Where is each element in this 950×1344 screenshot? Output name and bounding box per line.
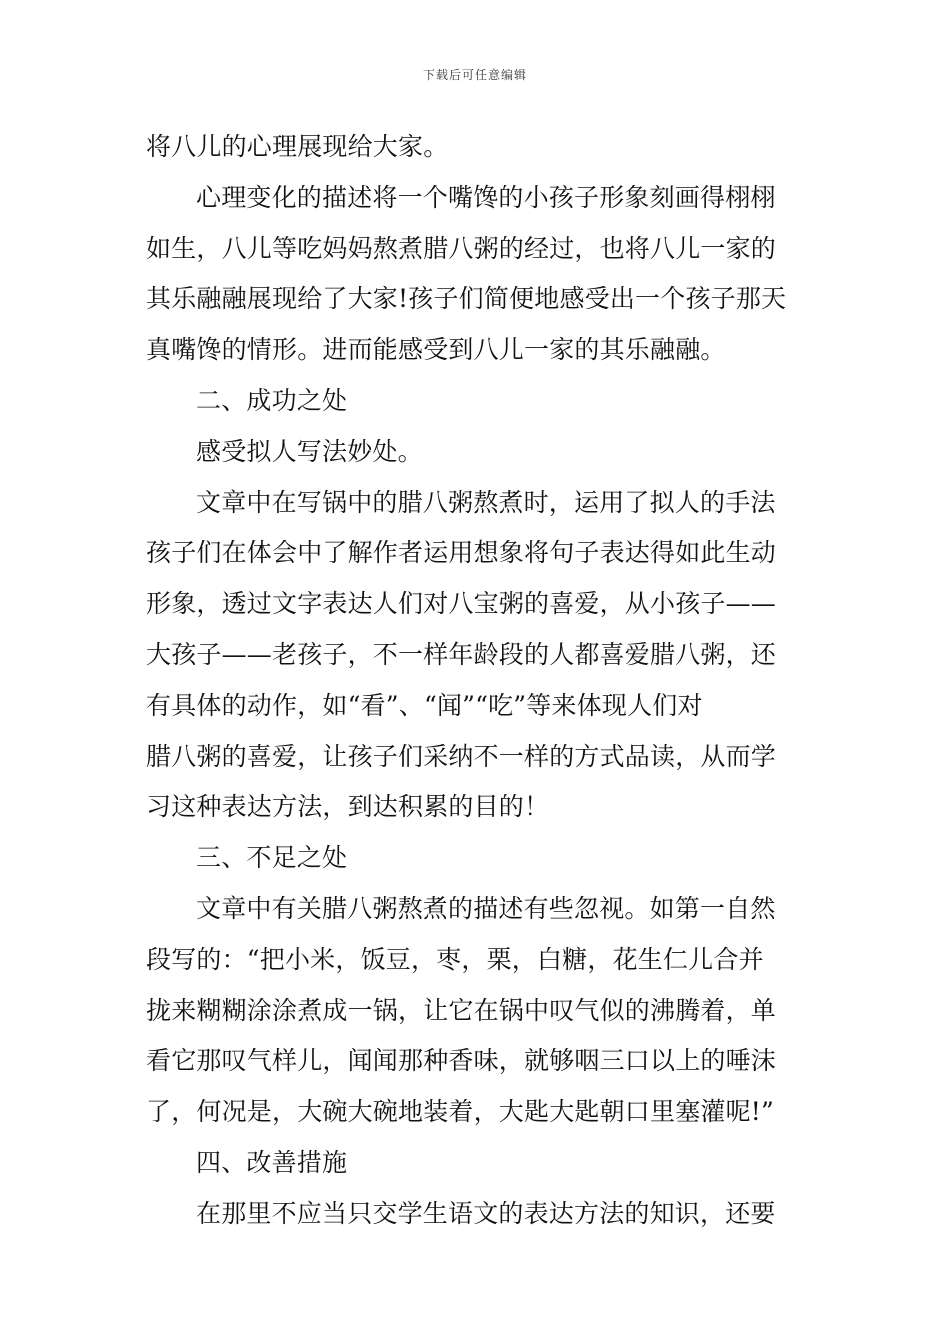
text-line: 孩子们在体会中了解作者运用想象将句子表达得如此生动 [146, 538, 777, 568]
text-line: 看它那叹气样儿，闻闻那种香味，就够咽三口以上的唾沫 [146, 1046, 777, 1076]
text-line: 真嘴馋的情形。进而能感受到八儿一家的其乐融融。 [146, 335, 726, 365]
text-line: 大孩子——老孩子，不一样年龄段的人都喜爱腊八粥，还 [146, 639, 777, 669]
paragraph-first-line: 感受拟人写法妙处。 [196, 436, 423, 466]
paragraph-first-line: 在那里不应当只交学生语文的表达方法的知识，还要 [196, 1198, 776, 1228]
text-line: 形象，透过文字表达人们对八宝粥的喜爱，从小孩子—— [146, 589, 777, 619]
section-heading: 二、成功之处 [196, 385, 348, 415]
text-line: 腊八粥的喜爱，让孩子们采纳不一样的方式品读，从而学 [146, 741, 777, 771]
text-line: 了，何况是，大碗大碗地装着，大匙大匙朝口里塞灌呢!” [146, 1097, 775, 1127]
text-line: 有具体的动作，如“看”、“闻”“吃”等来体现人们对 [146, 690, 703, 720]
page-header: 下载后可任意编辑 [422, 68, 527, 82]
text-line: 习这种表达方法，到达积累的目的！ [146, 792, 550, 822]
paragraph-first-line: 心理变化的描述将一个嘴馋的小孩子形象刻画得栩栩 [196, 182, 776, 212]
text-line: 将八儿的心理展现给大家。 [146, 132, 449, 161]
paragraph-first-line: 文章中在写锅中的腊八粥熬煮时，运用了拟人的手法 [196, 487, 776, 517]
text-line: 如生，八儿等吃妈妈熬煮腊八粥的经过，也将八儿一家的 [146, 233, 777, 263]
section-heading: 四、改善措施 [196, 1147, 348, 1177]
paragraph-first-line: 文章中有关腊八粥熬煮的描述有些忽视。如第一自然 [196, 893, 776, 923]
text-line: 其乐融融展现给了大家!孩子们简便地感受出一个孩子那天 [146, 284, 787, 314]
text-line: 段写的：“把小米，饭豆，枣，栗，白糖，花生仁儿合并 [146, 944, 764, 974]
text-line: 拢来糊糊涂涂煮成一锅，让它在锅中叹气似的沸腾着，单 [146, 995, 777, 1025]
section-heading: 三、不足之处 [196, 843, 348, 873]
body-text [146, 122, 806, 1240]
